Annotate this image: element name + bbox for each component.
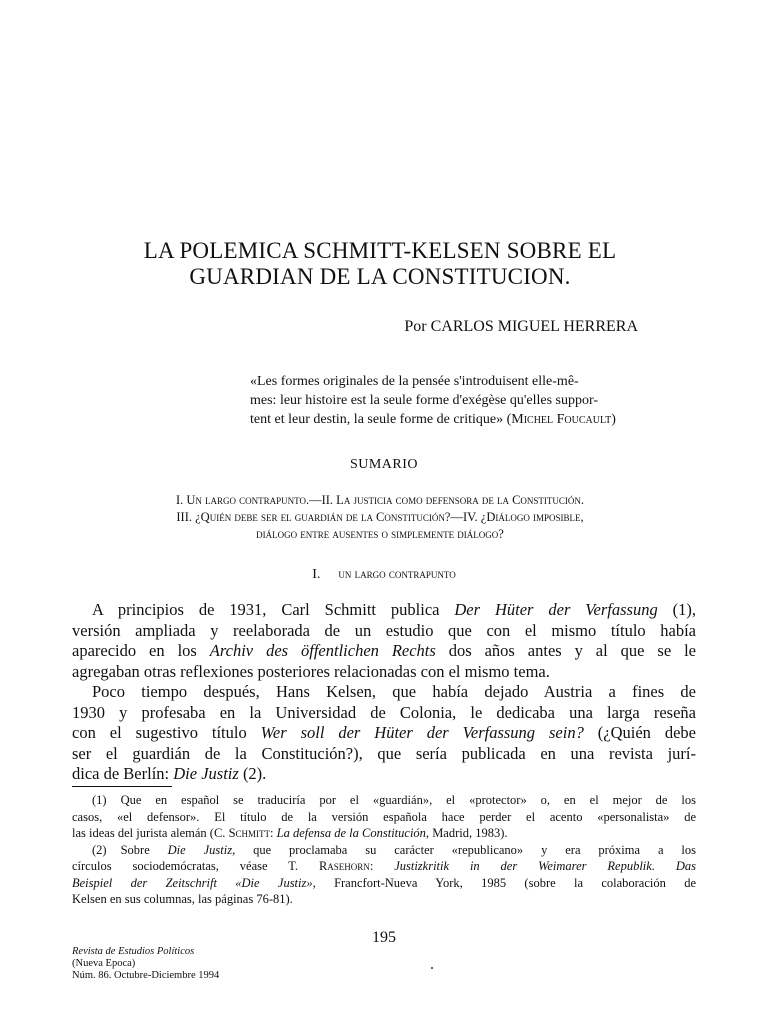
text-run: (¿Quién debe — [583, 723, 696, 742]
text-run: Que en español se traduciría por el «guardián», el «protector» o, en el mejor de los — [120, 793, 696, 807]
epigraph-author: Michel Foucault — [511, 412, 612, 427]
footnote-number: (1) — [92, 793, 107, 807]
footnote-1-line-1 — [72, 792, 696, 809]
page-number: 195 — [372, 929, 396, 946]
journal-title: Die Justiz — [173, 764, 239, 783]
footnote-1-line-3 — [72, 825, 696, 842]
text-run: : — [270, 826, 277, 840]
body-text — [72, 600, 696, 785]
text-run: , que proclamaba su carácter «republicano» y era próxima a los — [232, 842, 696, 857]
summary-line-3: diálogo entre ausentes o simplemente diálogo? — [256, 527, 504, 541]
text-run: Madrid, 1983). — [429, 826, 508, 840]
epigraph-text-end: tent et leur destin, la seule forme de critique» ( — [250, 412, 512, 427]
summary-contents — [60, 492, 700, 543]
journal-name: Revista de Estudios Políticos — [72, 946, 195, 957]
text-run: (Nueva Epoca) — [72, 958, 136, 969]
text-run: : — [369, 859, 395, 873]
article-title — [60, 238, 700, 290]
book-title: Beispiel der Zeitschrift «Die Justiz» — [72, 875, 313, 890]
paragraph-2-line-1: Poco tiempo después, Hans Kelsen, que había dejado Austria a fines de — [92, 682, 696, 701]
epigraph — [250, 372, 638, 429]
footnote-2-line-4: Kelsen en sus columnas, las páginas 76-81). — [72, 892, 293, 906]
paragraph-1-line-4: agregaban otras reflexiones posteriores relacionadas con el mismo tema. — [72, 661, 550, 681]
footnotes — [72, 792, 696, 908]
book-title: La defensa de la Constitución, — [276, 826, 430, 840]
text-run: A principios de 1931, Carl Schmitt publica — [92, 600, 455, 619]
journal-line-1 — [72, 946, 219, 970]
epigraph-line-2: mes: leur histoire est la seule forme d'exégèse qu'elles suppor- — [250, 393, 599, 408]
paragraph-2-line-2: 1930 y profesaba en la Universidad de Colonia, le dedicaba una larga reseña — [72, 702, 696, 722]
paragraph-2-line-4: ser el guardián de la Constitución?), que sería publicada en una revista jurí- — [72, 743, 696, 763]
text-run: (1), — [657, 600, 696, 619]
summary-line-1: I. Un largo contrapunto.—II. La justicia como defensora de la Constitución. — [175, 493, 585, 507]
paragraph-1 — [72, 600, 696, 682]
footnote-number: (2) — [92, 842, 107, 857]
book-title: Justizkritik in der Weimarer Republik. Das — [394, 859, 696, 873]
epigraph-line-3 — [250, 410, 638, 429]
paragraph-1-line-3 — [72, 641, 696, 662]
summary-heading: SUMARIO — [349, 457, 419, 472]
paragraph-2-line-5 — [72, 764, 696, 785]
section-title: un largo contrapunto — [338, 566, 456, 581]
paragraph-2-line-3 — [72, 723, 696, 744]
article-title-line-2: GUARDIAN DE LA CONSTITUCION. — [189, 264, 571, 289]
footnote-divider — [72, 786, 172, 787]
text-run: Sobre — [120, 842, 168, 857]
footnote-2-line-1 — [72, 842, 696, 859]
author-byline: Por CARLOS MIGUEL HERRERA — [404, 318, 638, 335]
text-run: círculos sociodemócratas, véase T. — [72, 859, 319, 873]
book-title: Der Hüter der Verfassung — [454, 600, 658, 619]
text-run: aparecido en los — [72, 641, 210, 660]
journal-title: Die Justiz — [167, 842, 233, 857]
text-run: dos años antes y al que se le — [435, 641, 696, 660]
epigraph-close: ) — [611, 412, 616, 427]
summary-line-2: III. ¿Quién debe ser el guardián de la Constitución?—IV. ¿Diálogo imposible, — [176, 510, 584, 524]
text-run: con el sugestivo título — [72, 723, 261, 742]
section-heading — [0, 566, 768, 583]
footnote-2-line-3 — [72, 875, 696, 892]
paragraph-1-line-2: versión ampliada y reelaborada de un estudio que con el mismo título había — [72, 620, 696, 640]
cited-author: Rasehorn — [318, 859, 370, 873]
journal-line-2: Núm. 86. Octubre-Diciembre 1994 — [72, 970, 220, 981]
paragraph-2 — [72, 682, 696, 785]
text-run: dica de Berlín: — [72, 764, 174, 783]
text-run: las ideas del jurista alemán (C. — [72, 826, 229, 840]
paragraph-1-line-1 — [72, 600, 696, 621]
cited-author: Schmitt — [228, 826, 271, 840]
footnote-1-line-2: casos, «el defensor». El título de la versión española hace perder el acento «personalista» de — [72, 809, 696, 824]
journal-reference — [72, 946, 219, 982]
epigraph-line-1: «Les formes originales de la pensée s'introduisent elle-mê- — [250, 374, 579, 389]
section-number: I. — [312, 567, 321, 582]
review-title: Wer soll der Hüter der Verfassung sein? — [260, 723, 584, 742]
journal-title: Archiv des öffentlichen Rechts — [209, 641, 436, 660]
text-run: (2). — [238, 764, 267, 783]
scan-speck — [431, 967, 433, 969]
footnote-2-line-2 — [72, 858, 696, 875]
text-run: , Francfort-Nueva York, 1985 (sobre la colaboración de — [312, 875, 696, 890]
article-title-line-1: LA POLEMICA SCHMITT-KELSEN SOBRE EL — [143, 238, 617, 263]
